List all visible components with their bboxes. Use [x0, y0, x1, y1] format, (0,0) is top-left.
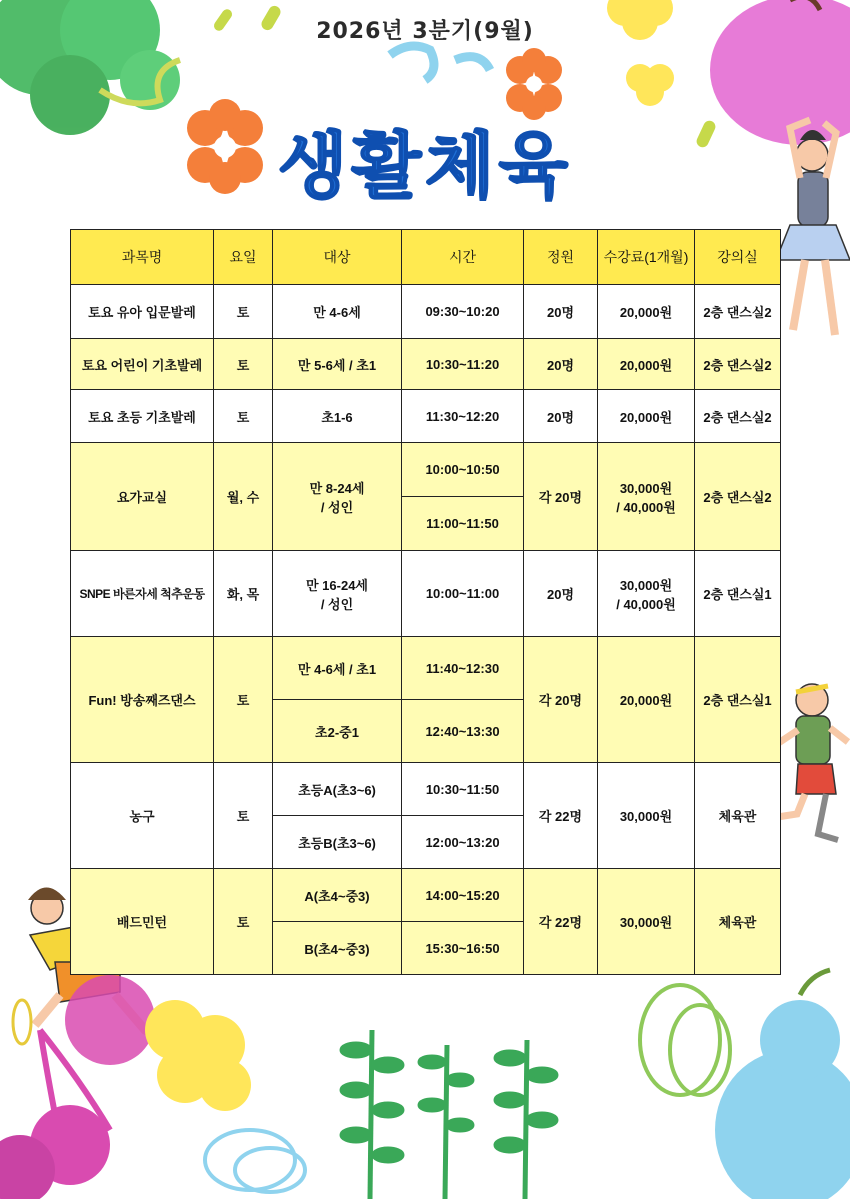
course-name: 토요 유아 입문발레 — [71, 285, 214, 339]
course-target: 초2-중1 — [273, 700, 402, 763]
course-time: 10:30~11:50 — [402, 763, 524, 816]
course-name: 토요 초등 기초발레 — [71, 390, 214, 443]
table-row — [71, 339, 781, 390]
table-row — [71, 637, 781, 700]
column-header: 대상 — [273, 230, 402, 285]
course-target-line: / 성인 — [320, 596, 354, 612]
column-header: 강의실 — [695, 230, 781, 285]
course-fee: 30,000원 — [598, 869, 695, 975]
course-target: 만 4-6세 — [273, 285, 402, 339]
course-fee — [598, 443, 695, 551]
column-header: 요일 — [214, 230, 273, 285]
course-capacity: 20명 — [524, 339, 598, 390]
table-row — [71, 869, 781, 922]
course-capacity: 각 22명 — [524, 869, 598, 975]
course-time: 14:00~15:20 — [402, 869, 524, 922]
page-subtitle: 2026년 3분기(9월) — [316, 19, 534, 44]
course-room: 2층 댄스실1 — [695, 637, 781, 763]
pear-doodle — [715, 970, 850, 1199]
course-day: 토 — [214, 339, 273, 390]
course-target: A(초4~중3) — [273, 869, 402, 922]
course-target-line: 만 16-24세 — [306, 577, 368, 593]
course-fee-line: 30,000원 — [619, 577, 673, 593]
course-fee-line: 30,000원 — [619, 480, 673, 496]
course-day: 토 — [214, 285, 273, 339]
course-fee-line: / 40,000원 — [616, 499, 676, 515]
course-fee-line: / 40,000원 — [616, 596, 676, 612]
course-target: 만 4-6세 / 초1 — [273, 637, 402, 700]
course-name: SNPE 바른자세 척추운동 — [71, 551, 214, 637]
course-time: 10:00~10:50 — [402, 443, 524, 497]
course-time: 10:00~11:00 — [402, 551, 524, 637]
course-target: 만 5-6세 / 초1 — [273, 339, 402, 390]
course-day: 토 — [214, 390, 273, 443]
course-capacity: 각 22명 — [524, 763, 598, 869]
schedule-table — [70, 229, 781, 975]
course-target — [273, 551, 402, 637]
course-time: 09:30~10:20 — [402, 285, 524, 339]
course-fee: 20,000원 — [598, 390, 695, 443]
course-day: 토 — [214, 869, 273, 975]
course-target: 초등B(초3~6) — [273, 816, 402, 869]
course-target-line: 만 8-24세 — [309, 480, 365, 496]
course-time: 12:40~13:30 — [402, 700, 524, 763]
column-header: 수강료(1개월) — [598, 230, 695, 285]
column-header: 정원 — [524, 230, 598, 285]
course-fee: 20,000원 — [598, 285, 695, 339]
course-target: B(초4~중3) — [273, 922, 402, 975]
scribble-doodle — [640, 985, 730, 1095]
course-fee: 20,000원 — [598, 339, 695, 390]
course-day: 토 — [214, 763, 273, 869]
course-time: 12:00~13:20 — [402, 816, 524, 869]
course-time: 11:00~11:50 — [402, 497, 524, 551]
course-room: 2층 댄스실2 — [695, 339, 781, 390]
course-day: 화, 목 — [214, 551, 273, 637]
column-header: 시간 — [402, 230, 524, 285]
course-day: 토 — [214, 637, 273, 763]
course-capacity: 20명 — [524, 551, 598, 637]
yellow-flower-doodle — [145, 1000, 251, 1111]
course-time: 15:30~16:50 — [402, 922, 524, 975]
course-name: 토요 어린이 기초발레 — [71, 339, 214, 390]
course-name: 농구 — [71, 763, 214, 869]
table-header-row — [71, 230, 781, 285]
course-room: 체육관 — [695, 869, 781, 975]
course-capacity: 20명 — [524, 390, 598, 443]
column-header: 과목명 — [71, 230, 214, 285]
course-capacity: 20명 — [524, 285, 598, 339]
course-room: 2층 댄스실2 — [695, 390, 781, 443]
course-target-line: / 성인 — [320, 499, 354, 515]
course-room: 체육관 — [695, 763, 781, 869]
table-row — [71, 390, 781, 443]
course-name: 배드민턴 — [71, 869, 214, 975]
course-target: 초1-6 — [273, 390, 402, 443]
table-row — [71, 551, 781, 637]
course-room: 2층 댄스실2 — [695, 443, 781, 551]
course-fee: 30,000원 — [598, 763, 695, 869]
course-room: 2층 댄스실2 — [695, 285, 781, 339]
course-day: 월, 수 — [214, 443, 273, 551]
course-name: 요가교실 — [71, 443, 214, 551]
course-room: 2층 댄스실1 — [695, 551, 781, 637]
course-fee — [598, 551, 695, 637]
course-capacity: 각 20명 — [524, 637, 598, 763]
course-fee: 20,000원 — [598, 637, 695, 763]
table-row — [71, 285, 781, 339]
cherries-doodle — [0, 975, 155, 1199]
course-time: 10:30~11:20 — [402, 339, 524, 390]
leaf-doodle — [342, 1030, 556, 1199]
page-title: 생활체육 — [277, 124, 573, 208]
course-name: Fun! 방송째즈댄스 — [71, 637, 214, 763]
course-target: 초등A(초3~6) — [273, 763, 402, 816]
course-target — [273, 443, 402, 551]
table-row — [71, 443, 781, 497]
course-capacity: 각 20명 — [524, 443, 598, 551]
course-time: 11:40~12:30 — [402, 637, 524, 700]
course-time: 11:30~12:20 — [402, 390, 524, 443]
table-row — [71, 763, 781, 816]
scribble-doodle — [205, 1130, 305, 1192]
